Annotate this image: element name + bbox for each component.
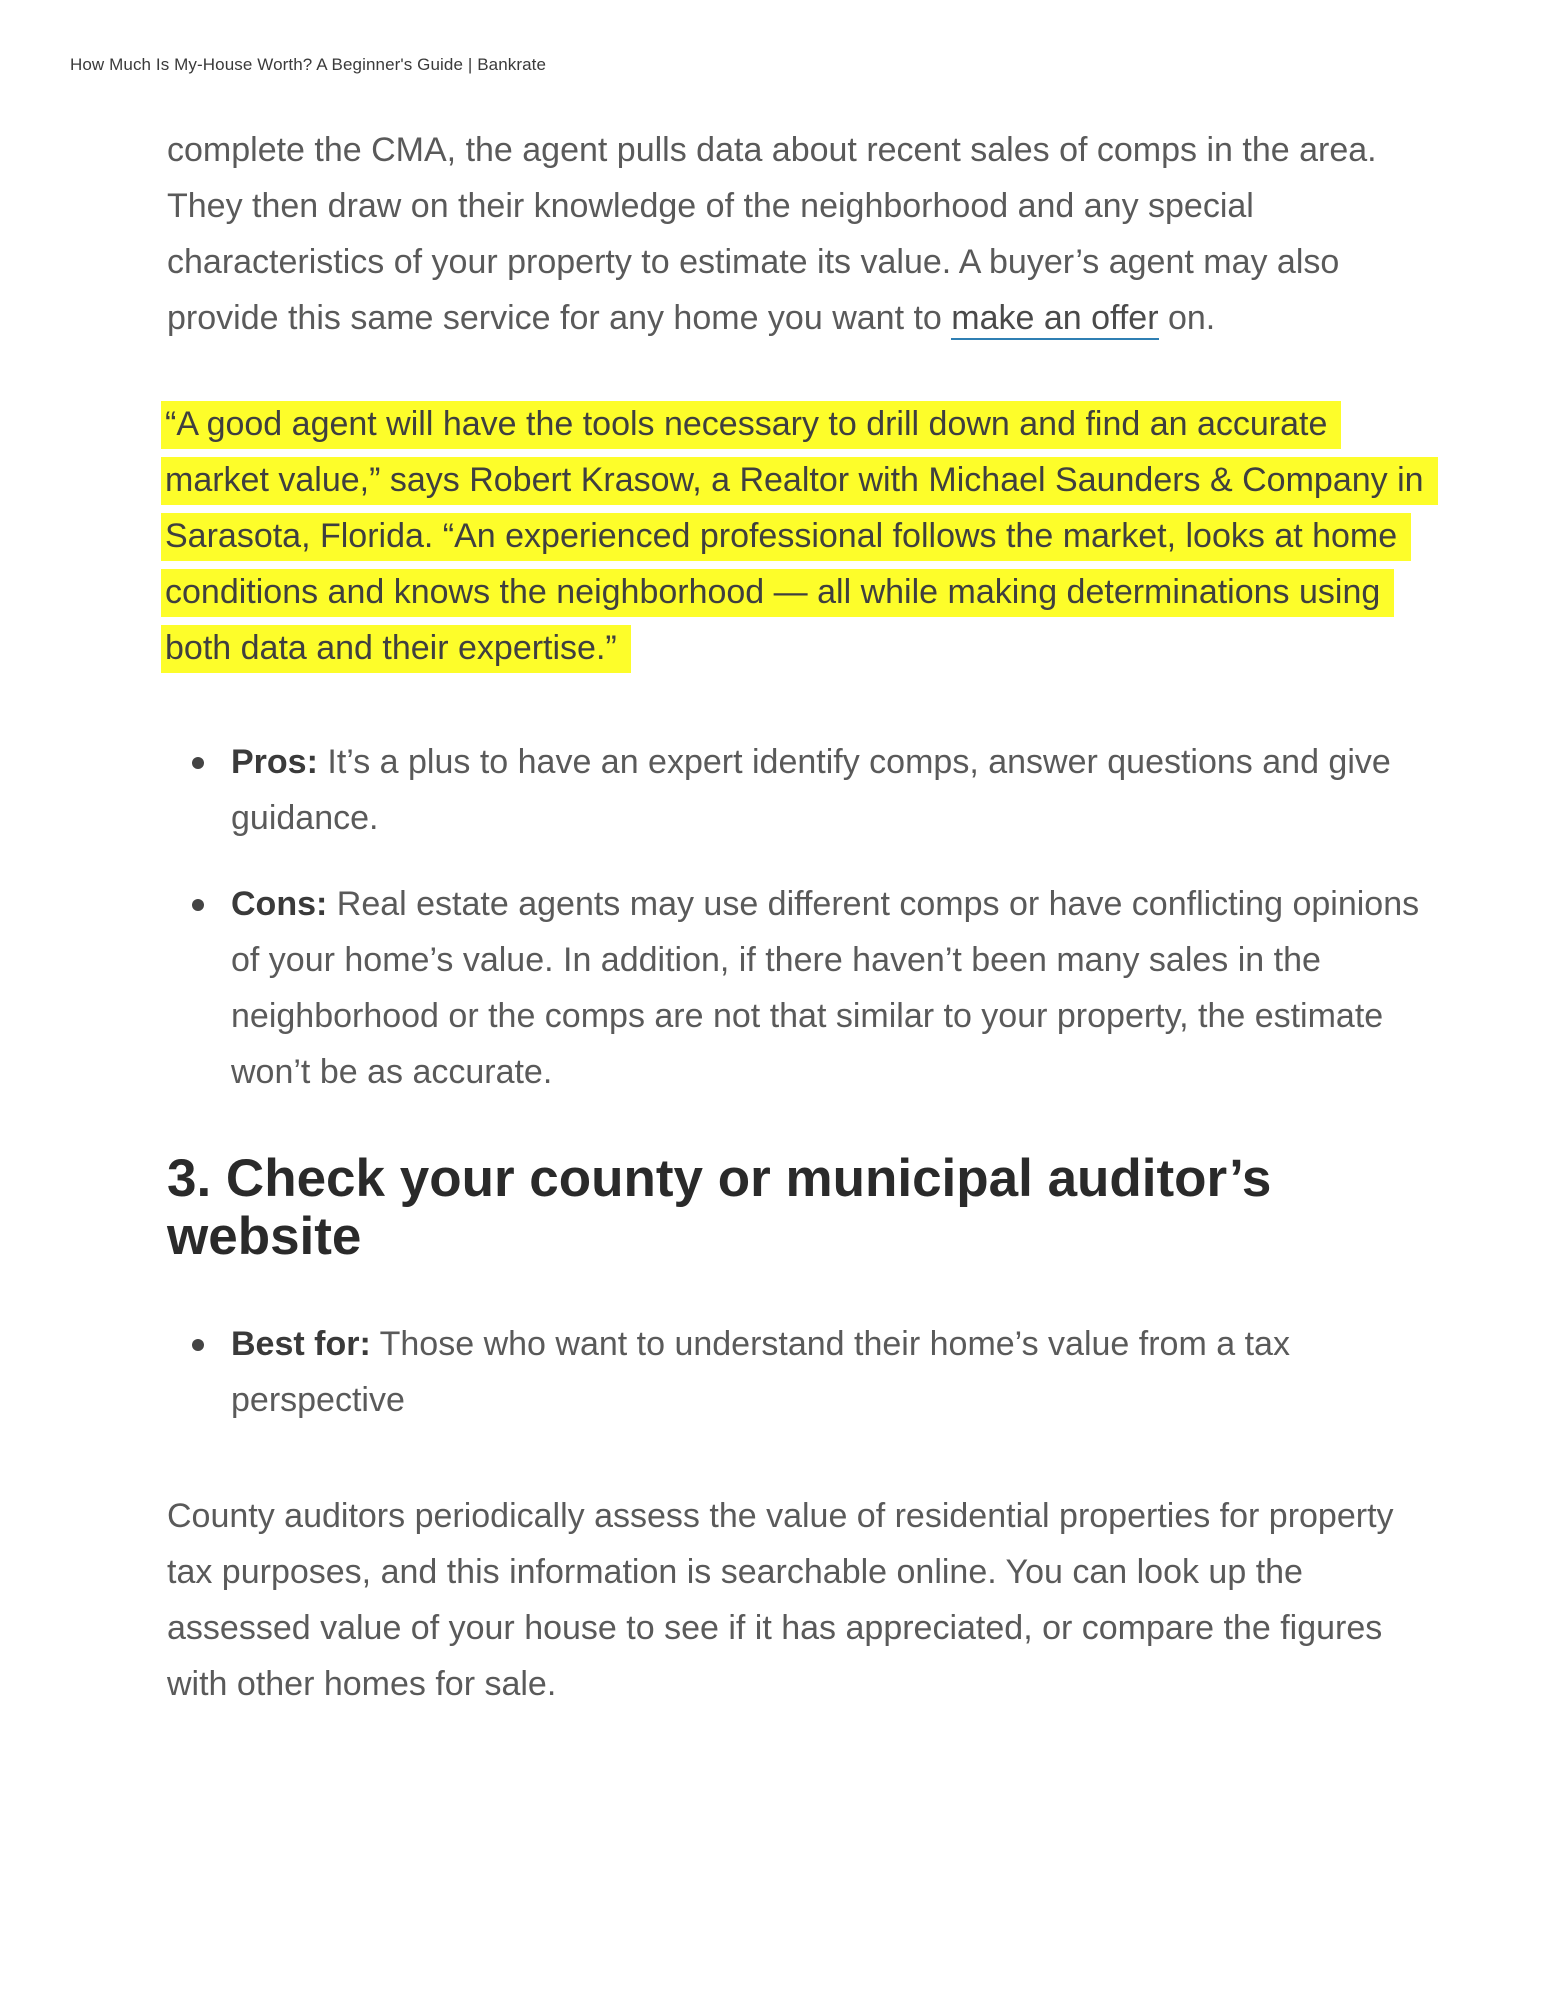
best-for-text: Those who want to understand their home’s value from a tax perspective xyxy=(231,1325,1290,1419)
quote-highlight: “A good agent will have the tools necessary to drill down and find an accurate market value,” says Robert Krasow, a Realtor with Michael Saunders & Company in Sarasota, Florida. “An experienced professional follows the market, looks at home conditions and knows the neighborhood — all while making determinations using both data and their expertise.” xyxy=(161,401,1438,673)
pros-cons-list xyxy=(167,734,1427,1100)
best-for-term: Best for: xyxy=(231,1325,371,1363)
intro-text-after-link: on. xyxy=(1158,299,1216,337)
bullet-icon xyxy=(192,1339,204,1351)
intro-text-before-link: complete the CMA, the agent pulls data about recent sales of comps in the area. They then draw on their knowledge of the neighborhood and any special characteristics of your property to estimate its value. A buyer’s agent may also provide this same service for any home you want to xyxy=(167,131,1377,337)
intro-paragraph xyxy=(167,122,1417,346)
print-header-title: How Much Is My-House Worth? A Beginner's Guide | Bankrate xyxy=(70,55,547,74)
best-for-list xyxy=(167,1316,1427,1428)
bullet-icon xyxy=(192,757,204,769)
quote-paragraph xyxy=(167,396,1427,676)
highlighted-quote xyxy=(167,396,1427,676)
pros-text: It’s a plus to have an expert identify comps, answer questions and give guidance. xyxy=(231,743,1391,837)
list-item-best-for xyxy=(167,1316,1421,1428)
pros-term: Pros: xyxy=(231,743,318,781)
cons-text: Real estate agents may use different comps or have conflicting opinions of your home’s value. In addition, if there haven’t been many sales in the neighborhood or the comps are not that similar to your property, the estimate won’t be as accurate. xyxy=(231,885,1420,1091)
list-item-pros xyxy=(167,734,1421,846)
list-item-cons xyxy=(167,876,1421,1100)
section-heading: 3. Check your county or municipal auditor’s website xyxy=(167,1149,1272,1266)
make-an-offer-link[interactable]: make an offer xyxy=(951,299,1158,340)
bullet-icon xyxy=(192,899,204,911)
county-auditors-paragraph: County auditors periodically assess the value of residential properties for property tax purposes, and this information is searchable online. You can look up the assessed value of your house to see if it has appreciated, or compare the figures with other homes for sale. xyxy=(167,1497,1394,1703)
article-body xyxy=(167,122,1427,1712)
cons-term: Cons: xyxy=(231,885,328,923)
